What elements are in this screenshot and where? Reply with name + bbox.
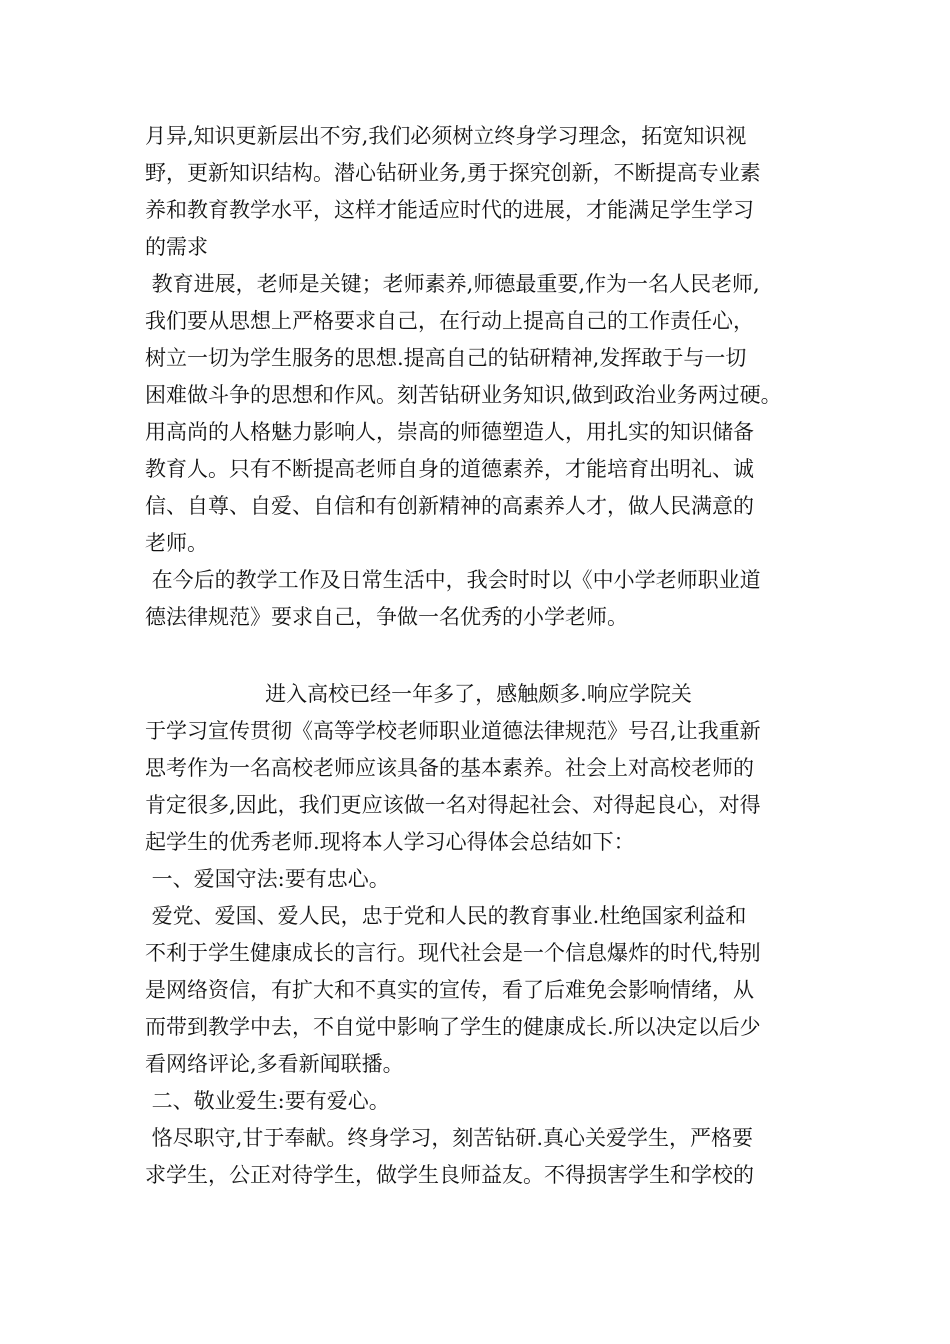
text-line: 思考作为一名高校老师应该具备的基本素养。社会上对高校老师的 [145,756,754,780]
text-line: 教育进展，老师是关键；老师素养,师德最重要,作为一名人民老师, [145,272,760,296]
text-line: 养和教育教学水平，这样才能适应时代的进展，才能满足学生学习 [145,198,754,222]
text-line: 用高尚的人格魅力影响人，崇高的师德塑造人，用扎实的知识储备 [145,420,754,444]
section-heading: 一、爱国守法:要有忠心。 [145,867,390,891]
text-line: 野，更新知识结构。潜心钻研业务,勇于探究创新，不断提高专业素 [145,161,761,185]
text-line: 树立一切为学生服务的思想.提高自己的钻研精神,发挥敢于与一切 [145,346,747,370]
text-line: 求学生，公正对待学生，做学生良师益友。不得损害学生和学校的 [145,1163,754,1187]
text-line: 而带到教学中去，不自觉中影响了学生的健康成长.所以决定以后少 [145,1015,761,1039]
text-line: 是网络资信，有扩大和不真实的宣传，看了后难免会影响情绪，从 [145,978,754,1002]
text-line: 老师。 [145,531,208,555]
text-line: 月异,知识更新层出不穷,我们必须树立终身学习理念，拓宽知识视 [145,124,747,148]
text-line: 起学生的优秀老师.现将本人学习心得体会总结如下： [145,830,635,854]
section-heading: 二、敬业爱生:要有爱心。 [145,1089,390,1113]
document-body [145,118,825,1194]
section-2 [145,676,825,1194]
text-line: 肯定很多,因此，我们更应该做一名对得起社会、对得起良心，对得 [145,793,761,817]
text-line: 德法律规范》要求自己，争做一名优秀的小学老师。 [145,605,628,629]
text-line: 我们要从思想上严格要求自己，在行动上提高自己的工作责任心， [145,309,754,333]
text-line: 在今后的教学工作及日常生活中，我会时时以《中小学老师职业道 [145,568,761,592]
paragraph-gap [145,636,825,676]
text-line: 困难做斗争的思想和作风。刻苦钻研业务知识,做到政治业务两过硬。 [145,383,782,407]
text-line: 信、自尊、自爱、自信和有创新精神的高素养人才，做人民满意的 [145,494,754,518]
text-line: 的需求 [145,235,208,259]
text-line: 于学习宣传贯彻《高等学校老师职业道德法律规范》号召,让我重新 [145,719,761,743]
text-line: 教育人。只有不断提高老师自身的道德素养，才能培育出明礼、诚 [145,457,754,481]
text-line: 看网络评论,多看新闻联播。 [145,1052,404,1076]
text-line: 进入高校已经一年多了，感触颇多.响应学院关 [145,682,692,706]
text-line: 爱党、爱国、爱人民，忠于党和人民的教育事业.杜绝国家利益和 [145,904,747,928]
text-line: 不利于学生健康成长的言行。现代社会是一个信息爆炸的时代,特别 [145,941,761,965]
text-line: 恪尽职守,甘于奉献。终身学习，刻苦钻研.真心关爱学生，严格要 [145,1126,754,1150]
section-1 [145,118,825,636]
